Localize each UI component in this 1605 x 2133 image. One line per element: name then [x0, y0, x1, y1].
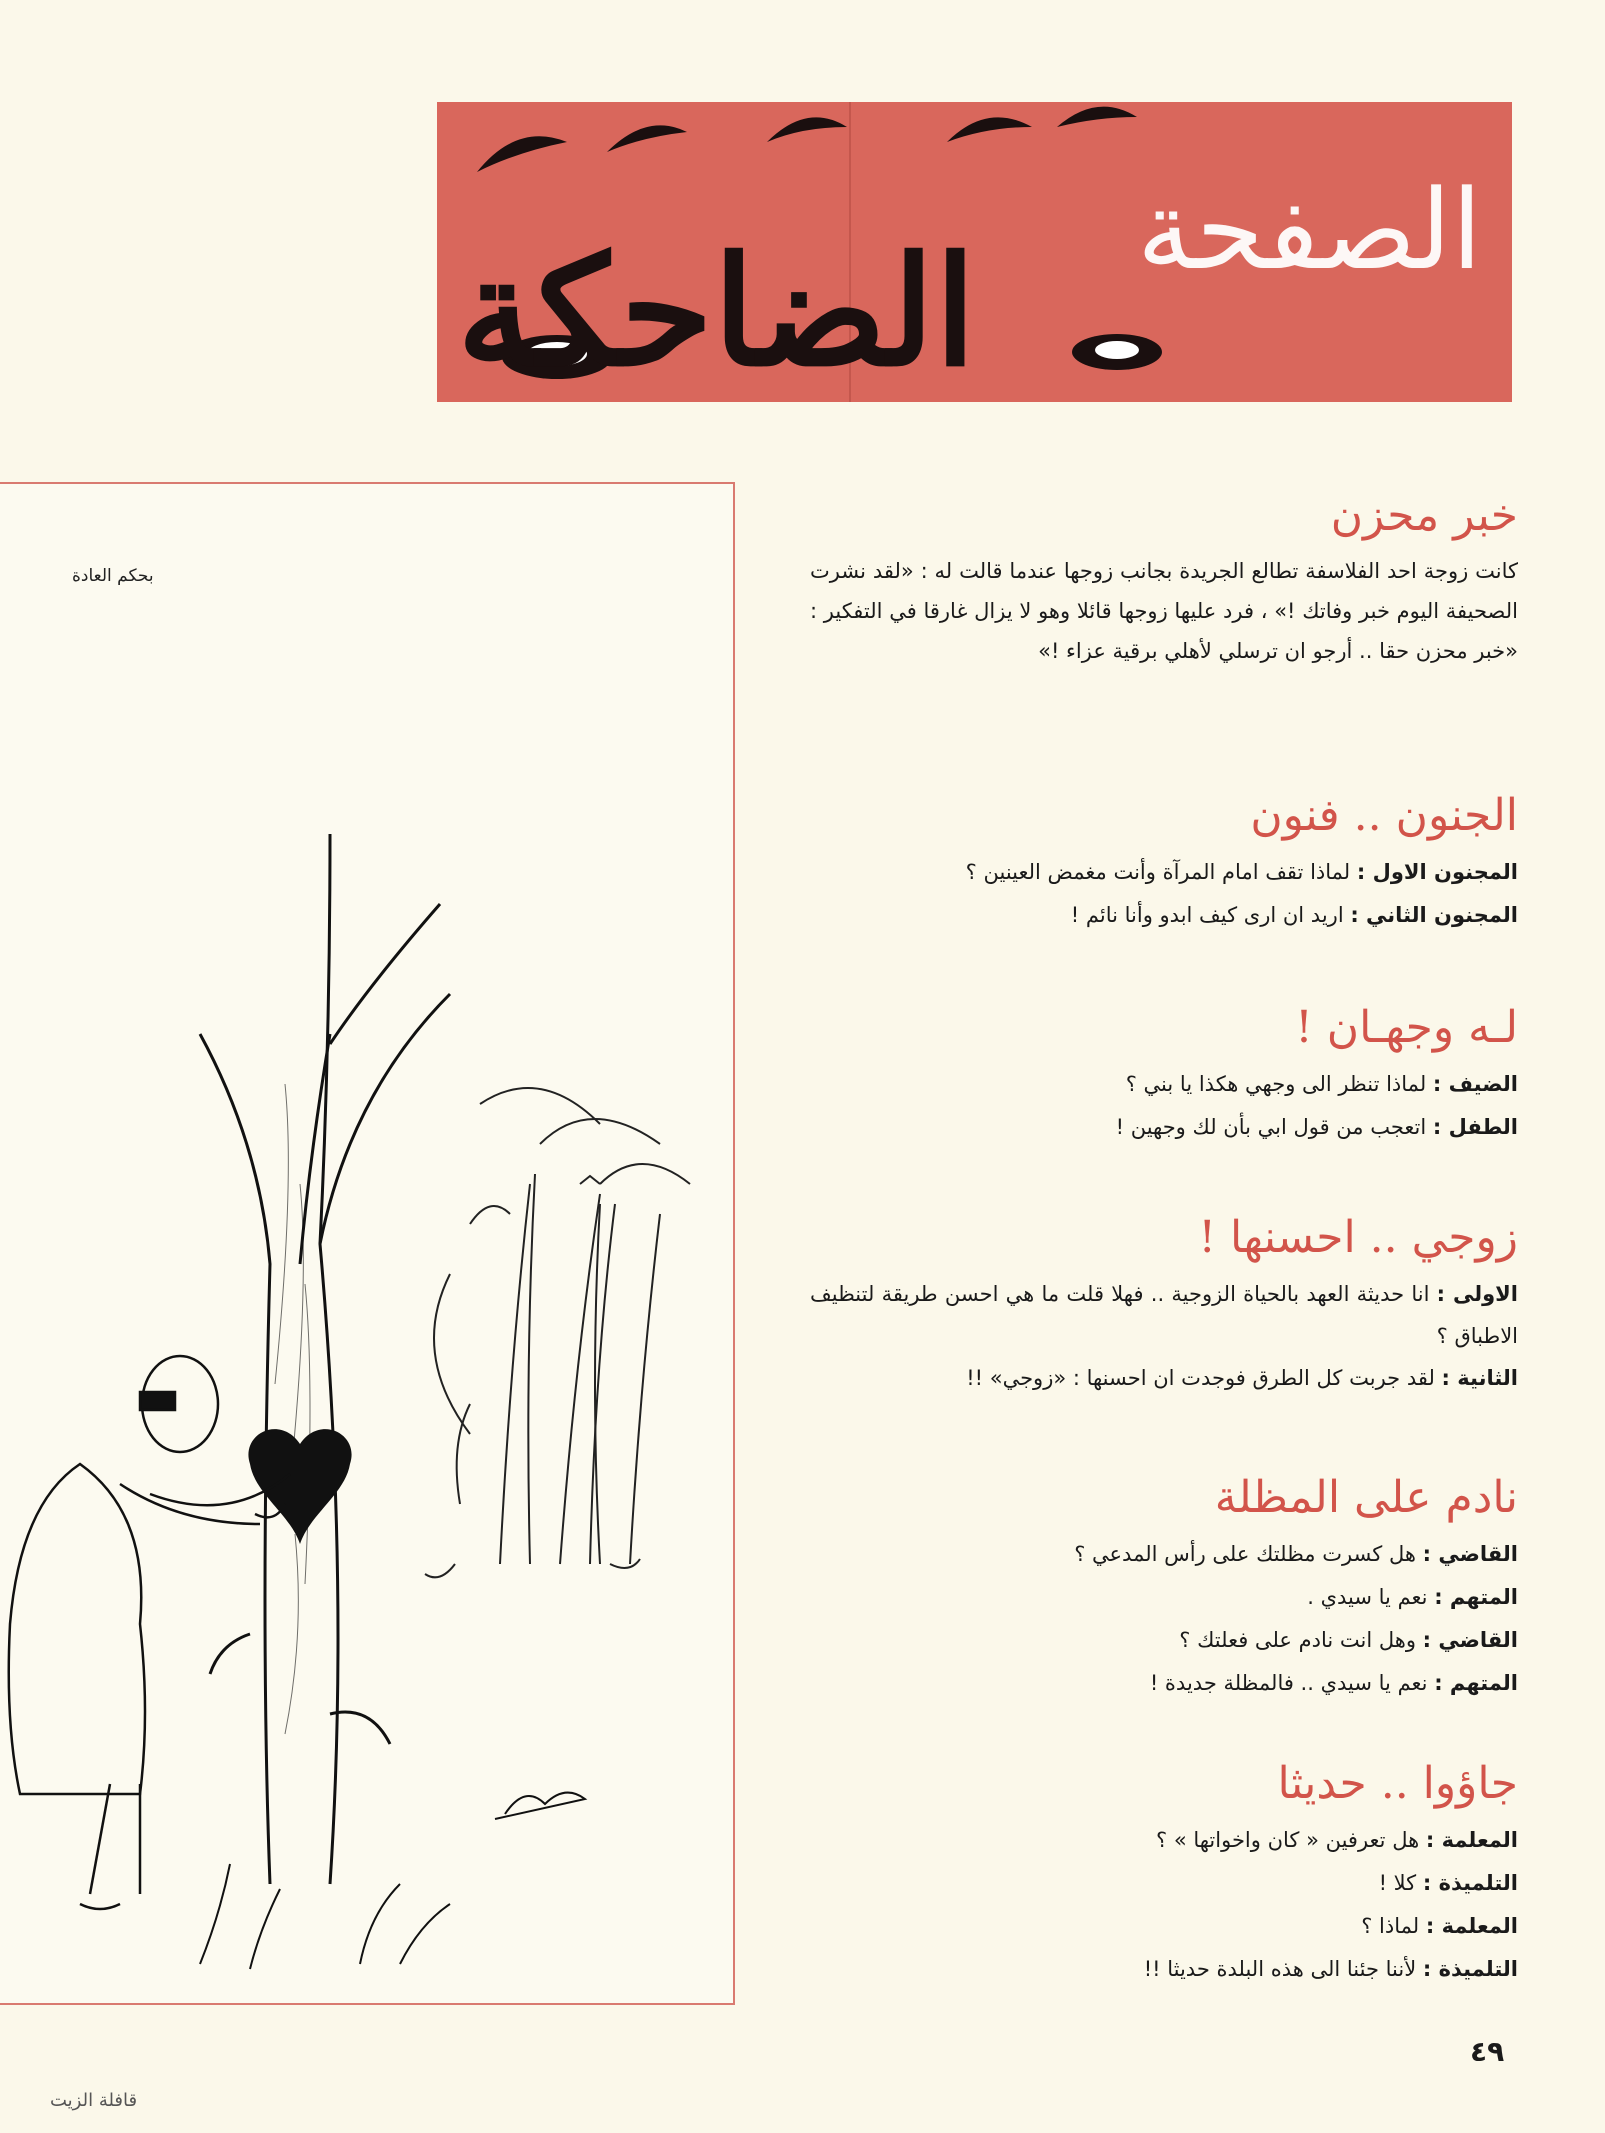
section-two-faces [810, 1002, 1518, 1149]
footer-magazine-name: قافلة الزيت [50, 2090, 138, 2111]
speaker-label: المجنون الثاني : [1350, 902, 1518, 927]
dialogue-text: لماذا تقف امام المرآة وأنت مغمض العينين ؟ [965, 859, 1351, 884]
dialogue-line [810, 1948, 1518, 1991]
speaker-label: المعلمة : [1425, 1913, 1518, 1938]
banner-title-line2: الضاحكة [457, 224, 977, 400]
dialogue-text: هل كسرت مظلتك على رأس المدعي ؟ [1074, 1541, 1416, 1566]
section-my-husband [810, 1212, 1518, 1400]
speaker-label: الاولى : [1436, 1281, 1518, 1306]
banner-title-line1: الصفحة [1136, 166, 1482, 294]
speaker-label: المتهم : [1434, 1584, 1518, 1609]
dialogue-line [810, 1533, 1518, 1576]
dialogue-text: اريد ان ارى كيف ابدو وأنا نائم ! [1070, 902, 1344, 927]
section-title: جاؤوا .. حديثا [1277, 1758, 1518, 1809]
dialogue-line [810, 851, 1518, 894]
section-title: زوجي .. احسنها ! [1198, 1212, 1518, 1263]
dialogue-line [810, 1357, 1518, 1400]
speaker-label: الطفل : [1432, 1114, 1518, 1139]
speaker-label: الثانية : [1441, 1365, 1518, 1390]
dialogue-text: اتعجب من قول ابي بأن لك وجهين ! [1115, 1114, 1427, 1139]
speaker-label: الضيف : [1432, 1071, 1518, 1096]
speaker-label: القاضي : [1422, 1627, 1518, 1652]
dialogue-text: لقد جربت كل الطرق فوجدت ان احسنها : «زوجي» !! [966, 1365, 1435, 1390]
dialogue-line [810, 1063, 1518, 1106]
section-madness [810, 790, 1518, 937]
header-banner [437, 102, 1512, 402]
dialogue-text: لأننا جئنا الى هذه البلدة حديثا !! [1143, 1956, 1417, 1981]
dialogue-line [810, 1862, 1518, 1905]
dialogue-text: لماذا ؟ [1361, 1913, 1420, 1938]
dialogue-line [810, 1905, 1518, 1948]
dialogue-text: انا حديثة العهد بالحياة الزوجية .. فهلا قلت ما هي احسن طريقة لتنظيف الاطباق ؟ [810, 1281, 1518, 1348]
section-sad-news [810, 490, 1518, 671]
speaker-label: القاضي : [1422, 1541, 1518, 1566]
dialogue-line [810, 1273, 1518, 1357]
section-title: خبر محزن [1330, 490, 1518, 541]
dialogue-line [810, 1576, 1518, 1619]
section-paragraph: كانت زوجة احد الفلاسفة تطالع الجريدة بجانب زوجها عندما قالت له : «لقد نشرت الصحيفة اليوم خبر وفاتك !» ، فرد عليها زوجها قائلا وهو لا يزال غارقا في التفكير : «خبر محزن حقا .. أرجو ان ترسلي لأهلي برقية عزاء !» [810, 558, 1518, 663]
section-title: نادم على المظلة [1214, 1472, 1518, 1523]
section-title: الجنون .. فنون [1250, 790, 1518, 841]
dialogue-text: لماذا تنظر الى وجهي هكذا يا بني ؟ [1125, 1071, 1427, 1096]
dialogue-text: وهل انت نادم على فعلتك ؟ [1179, 1627, 1416, 1652]
section-came-recently [810, 1758, 1518, 1991]
dialogue-text: نعم يا سيدي .. فالمظلة جديدة ! [1149, 1670, 1428, 1695]
speaker-label: المجنون الاول : [1356, 859, 1518, 884]
dialogue-line [810, 1106, 1518, 1149]
speaker-label: المتهم : [1434, 1670, 1518, 1695]
dialogue-line [810, 1819, 1518, 1862]
speaker-label: التلميذة : [1422, 1870, 1518, 1895]
dialogue-text: هل تعرفين « كان واخواتها » ؟ [1156, 1827, 1420, 1852]
section-umbrella [810, 1472, 1518, 1705]
cartoon-illustration [0, 484, 735, 2007]
page-number: ٤٩ [1470, 2035, 1505, 2068]
dialogue-text: كلا ! [1378, 1870, 1417, 1895]
dialogue-text: نعم يا سيدي . [1307, 1584, 1428, 1609]
dialogue-line [810, 1619, 1518, 1662]
cartoon-caption: بحكم العادة [72, 566, 154, 586]
speaker-label: المعلمة : [1425, 1827, 1518, 1852]
speaker-label: التلميذة : [1422, 1956, 1518, 1981]
dialogue-line [810, 1662, 1518, 1705]
dialogue-line [810, 894, 1518, 937]
section-title: لـه وجهـان ! [1295, 1002, 1518, 1053]
cartoon-panel [0, 482, 735, 2005]
